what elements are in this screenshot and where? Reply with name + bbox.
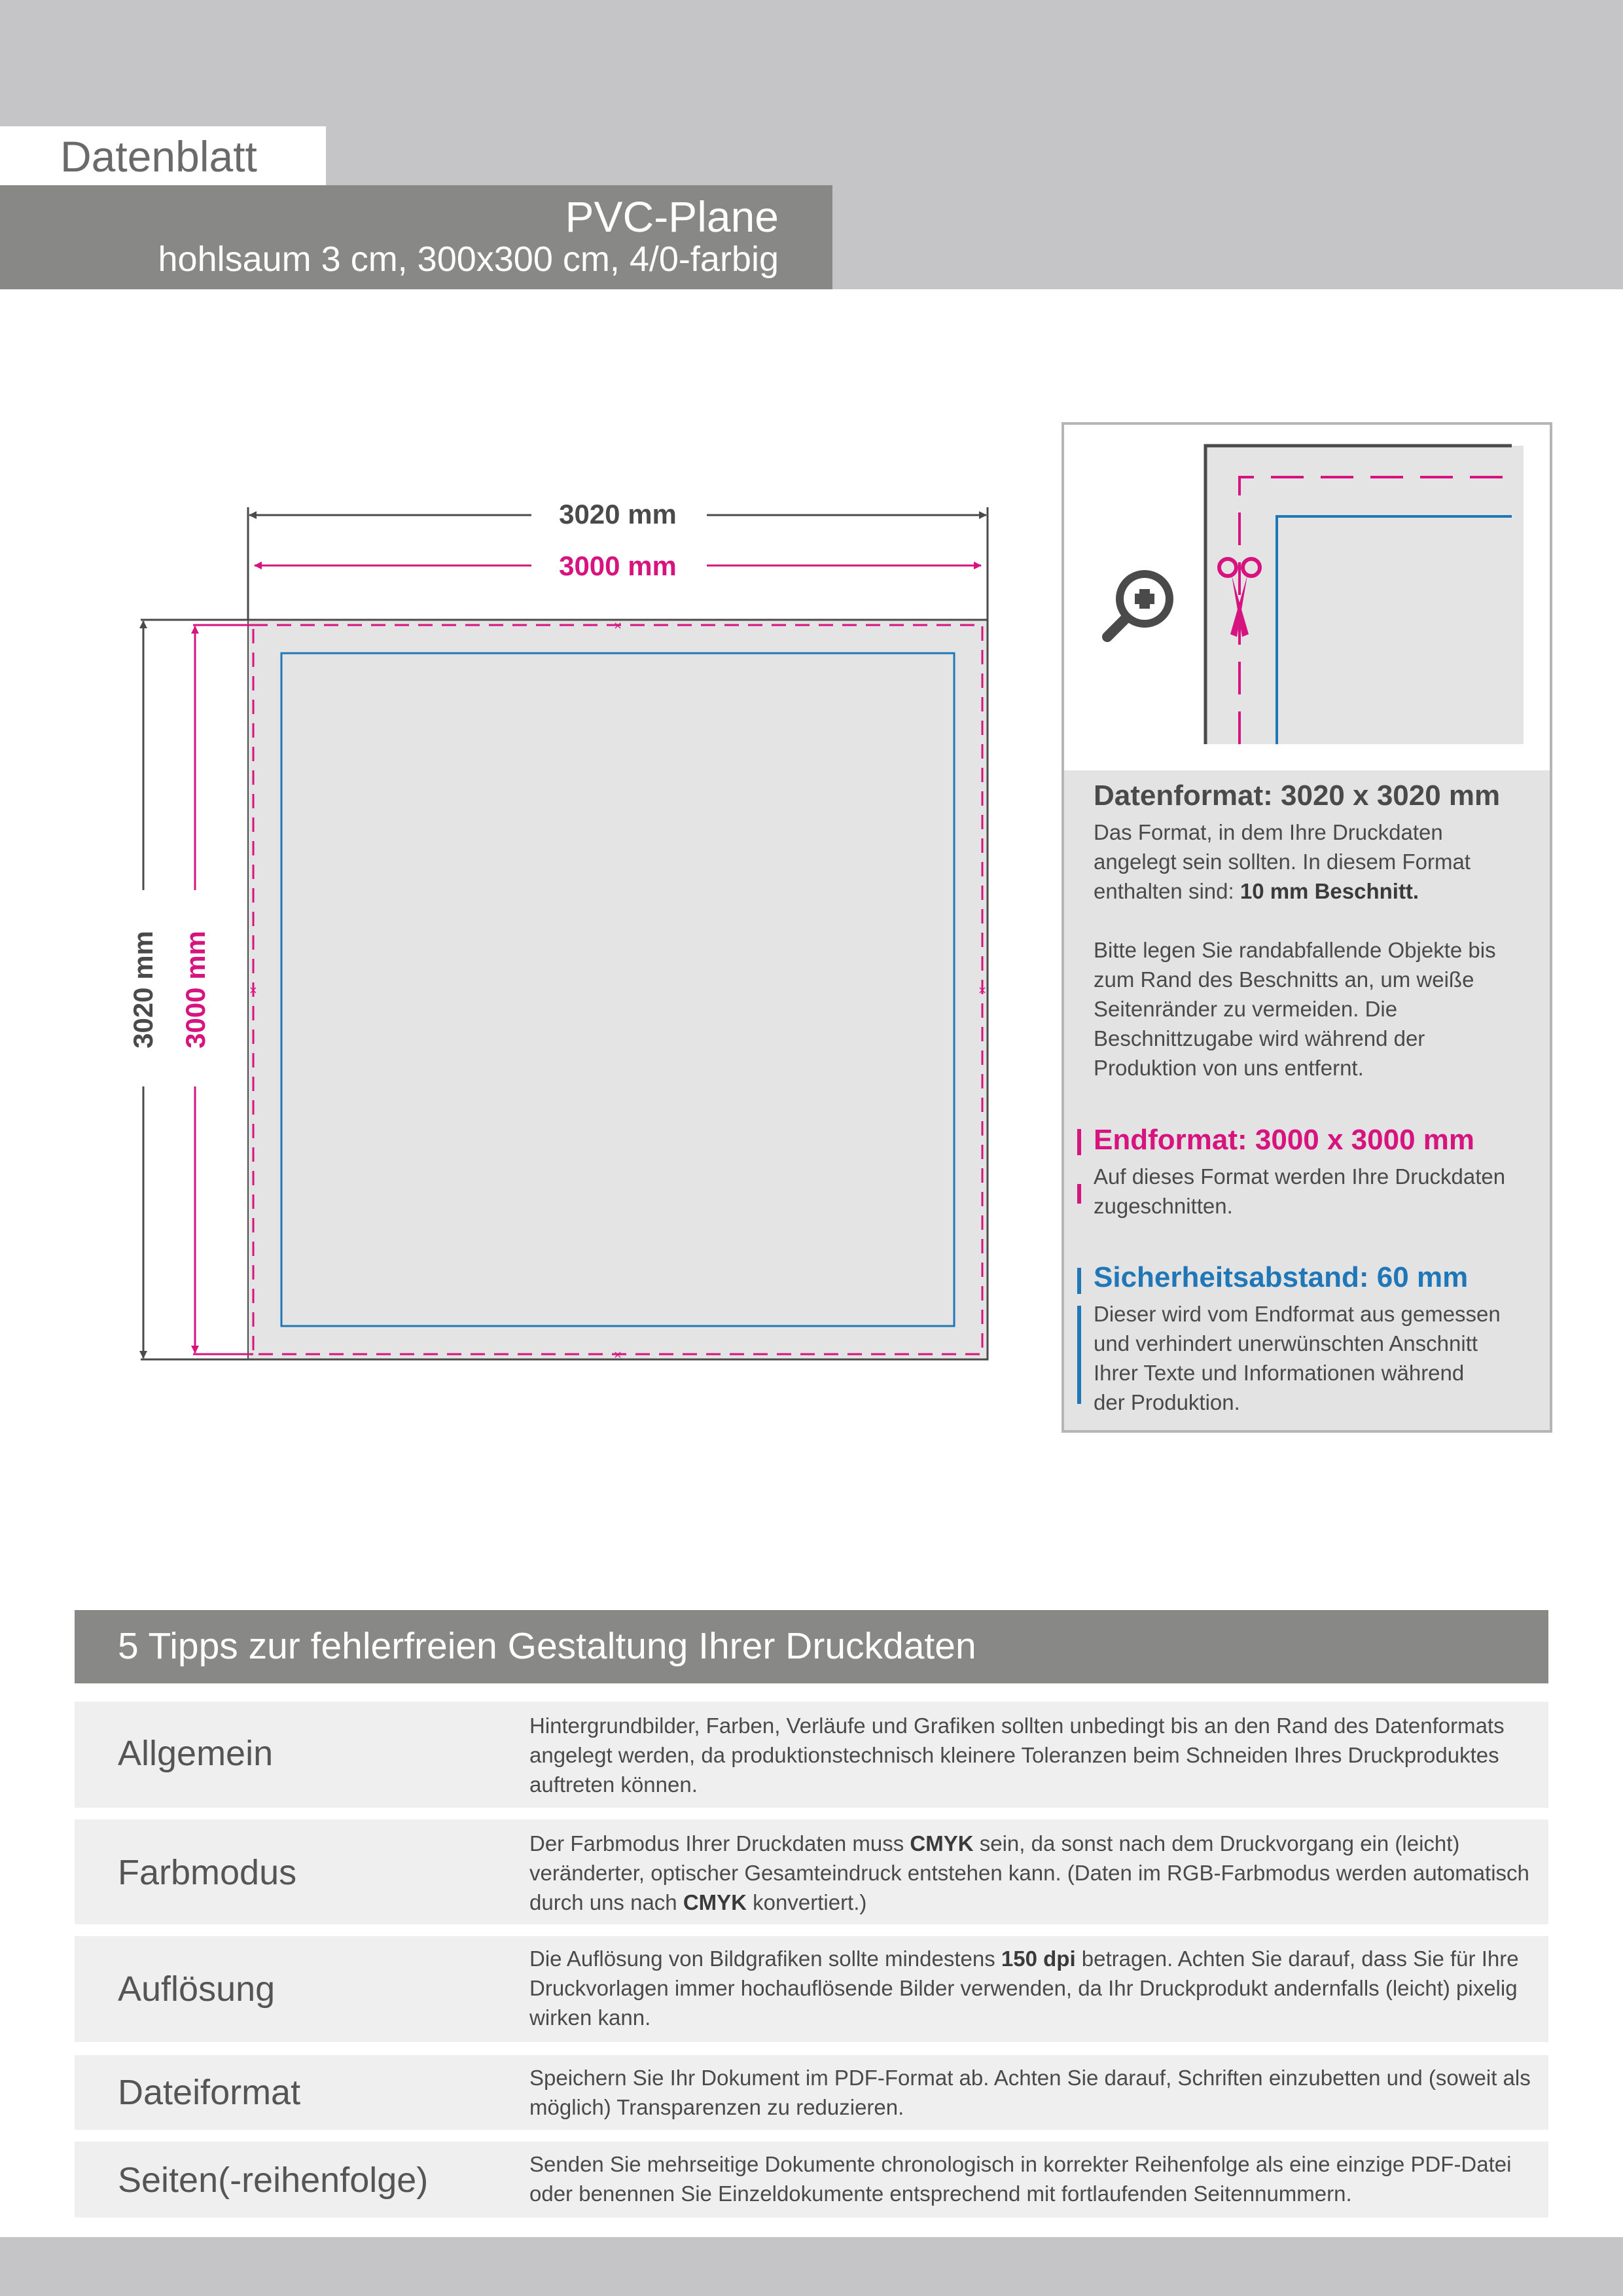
data-format-area xyxy=(248,620,988,1359)
tips-heading: 5 Tipps zur fehlerfreien Gestaltung Ihrer Druckdaten xyxy=(118,1625,976,1667)
format-info-panel xyxy=(1061,770,1552,1433)
cut-mark-right: × xyxy=(978,984,987,996)
tip-text: Speichern Sie Ihr Dokument im PDF-Format ab. Achten Sie darauf, Schriften einzubetten und (soweit als möglich) Transparenzen zu reduzieren. xyxy=(529,2066,1531,2119)
tip-text: Senden Sie mehrseitige Dokumente chronologisch in korrekter Reihenfolge als eine einzige PDF-Datei oder benennen Sie Einzeldokumente entsprechend mit fortlaufenden Seitennummern. xyxy=(529,2152,1512,2206)
data-format-heading: Datenformat: 3020 x 3020 mm xyxy=(1094,780,1501,812)
tip-text: Hintergrundbilder, Farben, Verläufe und Grafiken sollten unbedingt bis an den Rand des Datenformats angelegt werden, da produktionstechnisch kleinere Toleranzen beim Schneiden Ihres Druckproduktes auftreten können. xyxy=(529,1713,1505,1797)
tip-text-part: konvertiert.) xyxy=(747,1890,867,1914)
cut-mark-top: × xyxy=(613,619,622,632)
end-format-heading: Endformat: 3000 x 3000 mm xyxy=(1094,1124,1475,1156)
tip-text-part: betragen. Achten Sie darauf, dass Sie für Ihre Druckvorlagen immer hochauflösende Bilder verwenden, da Ihr Druckprodukt andernfalls (leicht) pixelig wirken kann. xyxy=(529,1946,1519,2030)
data-format-bleed-value: 10 mm Beschnitt. xyxy=(1240,879,1419,903)
product-title: PVC-Plane xyxy=(565,192,779,241)
cut-mark-bottom: × xyxy=(613,1348,622,1361)
tip-title: Farbmodus xyxy=(118,1853,297,1892)
tip-title: Dateiformat xyxy=(118,2073,301,2112)
cut-mark-left: × xyxy=(249,984,258,996)
end-format-marker-lower xyxy=(1077,1184,1081,1204)
tip-row-general xyxy=(75,1702,1548,1808)
doc-type-label xyxy=(0,126,326,185)
detail-data-area xyxy=(1205,446,1524,744)
product-subtitle: hohlsaum 3 cm, 300x300 cm, 4/0-farbig xyxy=(158,240,779,279)
tip-row-file-format xyxy=(75,2055,1548,2130)
tip-text-part: Die Auflösung von Bildgrafiken sollte mindestens xyxy=(529,1946,1001,1971)
tip-title: Seiten(-reihenfolge) xyxy=(118,2161,429,2200)
data-format-text: Das Format, in dem Ihre Druckdaten angelegt sein sollten. In diesem Format enthalten sind: xyxy=(1094,820,1471,903)
tip-text-bold: 150 dpi xyxy=(1001,1946,1076,1971)
end-format-marker xyxy=(1077,1129,1081,1155)
doc-type-text: Datenblatt xyxy=(60,132,257,181)
footer-band xyxy=(0,2237,1623,2296)
tip-title: Allgemein xyxy=(118,1734,274,1773)
safety-marker-lower xyxy=(1077,1306,1081,1404)
tip-text xyxy=(529,1829,1541,1917)
data-format-description xyxy=(1094,817,1545,906)
tip-text xyxy=(529,1944,1541,2032)
safety-description: Dieser wird vom Endformat aus gemessen und verhindert unerwünschten Anschnitt Ihrer Texte und Informationen während der Produktion. xyxy=(1094,1302,1501,1414)
bleed-description: Bitte legen Sie randabfallende Objekte bis zum Rand des Beschnitts an, um weiße Seitenränder zu vermeiden. Die Beschnittzugabe wird während der Produktion von uns entfernt. xyxy=(1094,938,1496,1080)
magnifier-plus-icon xyxy=(1107,570,1173,637)
tip-title: Auflösung xyxy=(118,1969,276,2009)
tip-text-bold: CMYK xyxy=(683,1890,747,1914)
final-width-label: 3000 mm xyxy=(559,550,677,581)
safety-heading: Sicherheitsabstand: 60 mm xyxy=(1094,1261,1469,1293)
tip-row-color-mode xyxy=(75,1820,1548,1924)
product-title-box xyxy=(0,185,832,289)
data-height-label: 3020 mm xyxy=(128,931,158,1049)
final-height-label: 3000 mm xyxy=(180,931,211,1049)
corner-detail-box xyxy=(1061,422,1552,773)
safety-marker xyxy=(1077,1268,1081,1294)
tip-text-part: sein, da sonst nach dem Druckvorgang ein (leicht) veränderter, optischer Gesamteindruck entstehen kann. (Daten im RGB-Farbmodus werden automatisch durch uns nach xyxy=(529,1831,1529,1914)
tips-header xyxy=(75,1610,1548,1683)
tip-text-bold: CMYK xyxy=(910,1831,974,1856)
corner-detail-graphic xyxy=(1064,425,1550,770)
data-width-label: 3020 mm xyxy=(559,499,677,529)
format-diagram xyxy=(0,393,1021,1388)
end-format-description: Auf dieses Format werden Ihre Druckdaten zugeschnitten. xyxy=(1094,1164,1506,1218)
tip-row-page-order xyxy=(75,2142,1548,2217)
tip-row-resolution xyxy=(75,1936,1548,2042)
tip-text-part: Der Farbmodus Ihrer Druckdaten muss xyxy=(529,1831,910,1856)
